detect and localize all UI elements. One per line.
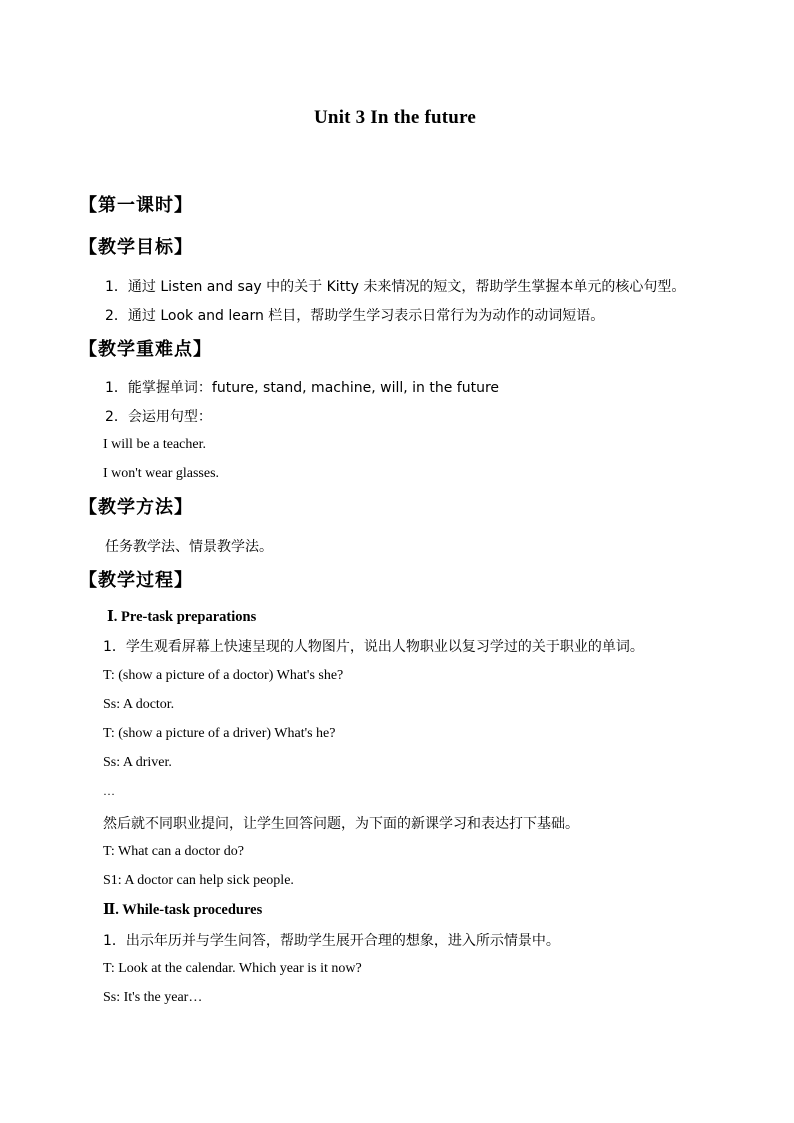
part1-heading: Ⅰ. Pre-task preparations bbox=[107, 609, 257, 625]
dialog-line: T: Look at the calendar. Which year is it now? bbox=[103, 961, 362, 976]
section-methods-heading: 【教学方法】 bbox=[79, 497, 193, 518]
dialog-line: Ss: It's the year… bbox=[103, 990, 203, 1005]
dialog-line: Ss: A doctor. bbox=[103, 697, 175, 712]
dialog-line: S1: A doctor can help sick people. bbox=[103, 873, 294, 888]
objective-item-2: 2．通过 Look and learn 栏目，帮助学生学习表示日常行为为动作的动词短语。 bbox=[105, 308, 605, 324]
dialog-line: T: What can a doctor do? bbox=[103, 844, 244, 859]
document-title: Unit 3 In the future bbox=[314, 107, 476, 128]
key-point-item-2: 2．会运用句型： bbox=[105, 409, 212, 425]
key-sentence-2: I won't wear glasses. bbox=[103, 466, 220, 481]
dialog-line: T: (show a picture of a doctor) What's she? bbox=[103, 668, 344, 683]
dialog-line: T: (show a picture of a driver) What's he? bbox=[103, 726, 336, 741]
part2-heading: Ⅱ. While-task procedures bbox=[103, 902, 263, 918]
objective-item-1: 1．通过 Listen and say 中的关于 Kitty 未来情况的短文，帮助学生掌握本单元的核心句型。 bbox=[105, 279, 686, 295]
section-objectives-heading: 【教学目标】 bbox=[79, 237, 193, 258]
ellipsis: … bbox=[103, 784, 115, 798]
section-process-heading: 【教学过程】 bbox=[79, 570, 193, 591]
section-key-points-heading: 【教学重难点】 bbox=[79, 339, 212, 360]
transition-text: 然后就不同职业提问，让学生回答问题，为下面的新课学习和表达打下基础。 bbox=[103, 816, 579, 832]
key-sentence-1: I will be a teacher. bbox=[103, 437, 207, 452]
dialog-line: Ss: A driver. bbox=[103, 755, 172, 770]
key-point-item-1: 1．能掌握单词：future, stand, machine, will, in the future bbox=[105, 380, 500, 396]
process-step-2: 1．出示年历并与学生问答，帮助学生展开合理的想象，进入所示情景中。 bbox=[103, 933, 560, 949]
section-lesson-heading: 【第一课时】 bbox=[79, 195, 193, 216]
methods-text: 任务教学法、情景教学法。 bbox=[105, 539, 273, 555]
process-step-1: 1．学生观看屏幕上快速呈现的人物图片，说出人物职业以复习学过的关于职业的单词。 bbox=[103, 639, 644, 655]
